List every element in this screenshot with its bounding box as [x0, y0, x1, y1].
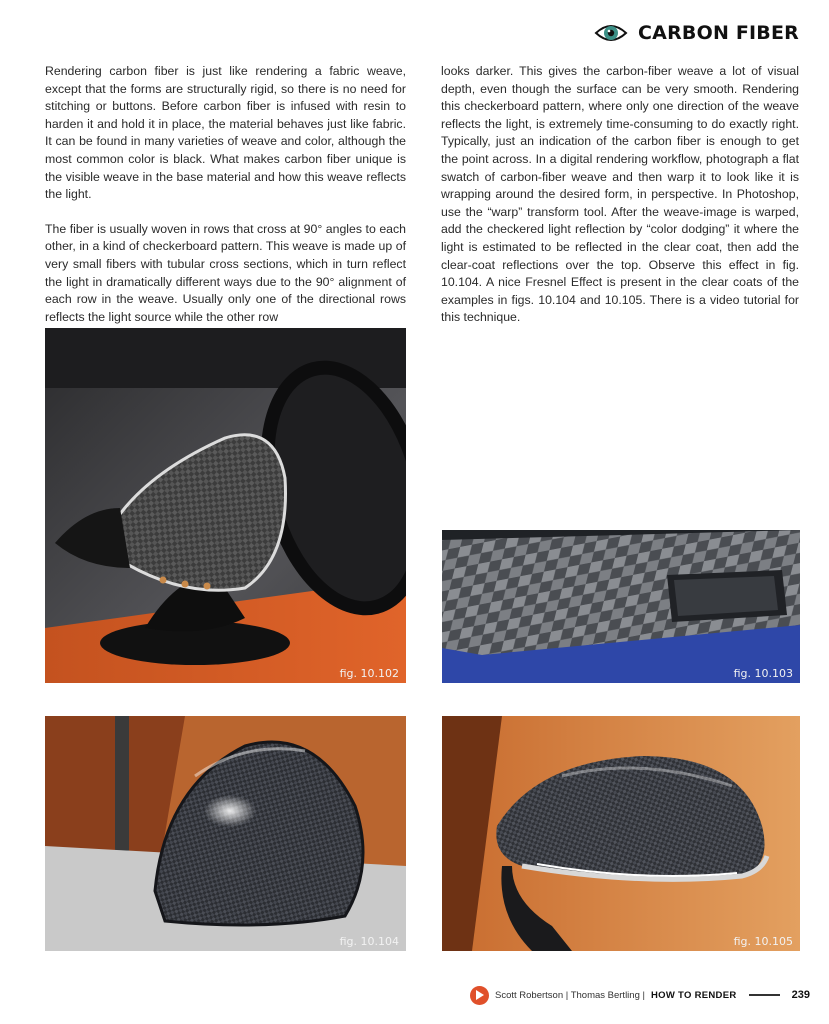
figure-10-102: [45, 328, 406, 683]
body-column-right: [441, 63, 799, 344]
page-header: [594, 16, 799, 50]
figure-caption: fig. 10.105: [733, 935, 793, 948]
video-play-icon: [470, 986, 489, 1005]
figure-10-103: [442, 530, 800, 683]
body-column-left: [45, 63, 406, 343]
figure-caption: fig. 10.104: [339, 935, 399, 948]
paragraph: The fiber is usually woven in rows that cross at 90° angles to each other, in a kind of checkerboard pattern. This weave is made up of very small fibers with tubular cross sections, which in turn reflect the light in dramatically different ways due to the 90° alignment of each row in the weave. Usually only one of the directional rows reflects the light source while the other row: [45, 221, 406, 324]
figure-caption: fig. 10.102: [339, 667, 399, 680]
footer-book-title: HOW TO RENDER: [650, 989, 737, 1001]
mirror-photo: [45, 328, 406, 683]
page-number: 239: [791, 989, 810, 1001]
footer-authors: Scott Robertson | Thomas Bertling |: [495, 989, 645, 1001]
eye-icon: [594, 21, 628, 45]
figure-caption: fig. 10.103: [733, 667, 793, 680]
figure-10-105: [442, 716, 800, 951]
paragraph: Rendering carbon fiber is just like rendering a fabric weave, except that the forms are structurally rigid, so there is no need for stitching or buttons. Before carbon fiber is infused with resin to harden it and hold it in place, the material behaves just like fabric. It can be found in many varieties of weave and color, although the most common color is black. What makes carbon fiber unique is the visible weave in the base material and how this weave reflects the light.: [45, 64, 406, 202]
mirror-indicator-photo: [442, 716, 800, 951]
paragraph: looks darker. This gives the carbon-fiber weave a lot of visual depth, even though the surface can be very smooth. Rendering this checkerboard pattern, where only one direction of the weave reflects the light, is extremely time-consuming to do exactly right. Typically, just an indication of the carbon fiber is enough to get the point across. In a digital rendering workflow, photograph a flat swatch of carbon-fiber weave and then warp it to look like it is wrapping around the desired form, in perspective. In Photoshop, use the “warp” transform tool. After the weave-image is warped, add the checkered light reflection by “color dodging” it where the light is estimated to be reflected in the clear coat, then add the clear-coat reflections over the top. Observe this effect in fig. 10.104. A nice Fresnel Effect is present in the clear coats of the examples in figs. 10.104 and 10.105. There is a video tutorial for this technique.: [441, 64, 799, 325]
page-footer: [470, 985, 810, 1005]
footer-rule: [749, 994, 780, 996]
figure-10-104: [45, 716, 406, 951]
mirror-cap-photo: [45, 716, 406, 951]
section-title: CARBON FIBER: [638, 22, 799, 44]
carbon-panel-photo: [442, 530, 800, 683]
